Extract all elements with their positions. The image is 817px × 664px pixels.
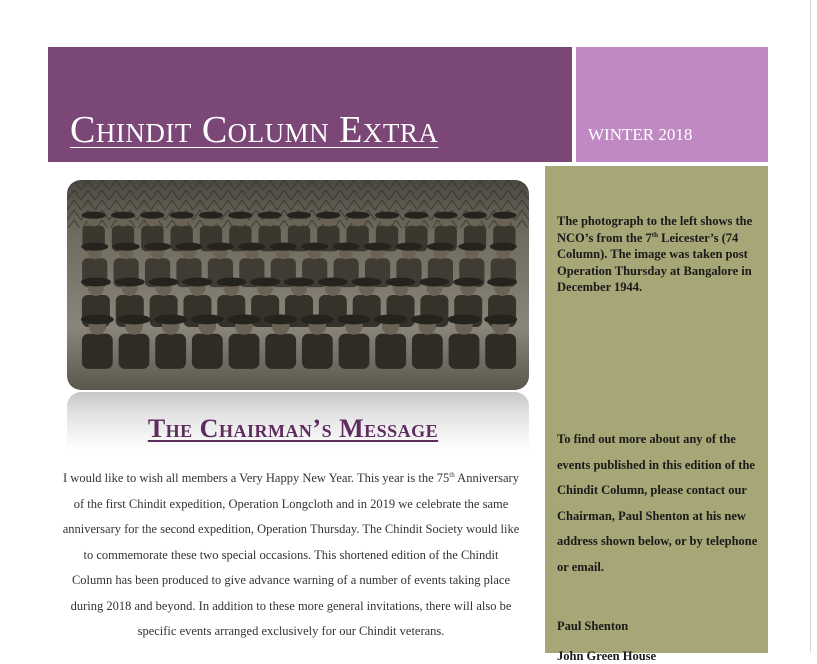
photo-caption: [557, 213, 762, 296]
title-banner: [48, 47, 572, 162]
message-text-rest: Anniversary of the first Chindit expedition, Operation Longcloth and in 2019 we celebrate the same anniversary for the second expedition, Operation Thursday. The Chindit Society would like to commemorate these two special occasions. This shortened edition of the Chindit Column has been produced to give advance warning of a number of events taking place during 2018 and beyond. In addition to these more general invitations, there will also be specific events arranged exclusively for our Chindit veterans.: [62, 471, 520, 638]
issue-date: WINTER 2018: [588, 125, 693, 144]
group-photograph: [67, 180, 529, 390]
caption-text: The photograph to the left shows the NCO’s from the 7: [557, 214, 753, 245]
contact-address-line: John Green House: [557, 649, 657, 663]
message-superscript: th: [449, 470, 455, 479]
issue-banner: [576, 47, 768, 162]
page-edge-rule: [810, 0, 811, 653]
contact-name: Paul Shenton: [557, 619, 629, 633]
caption-superscript: th: [651, 230, 659, 239]
newsletter-title: Chindit Column Extra: [70, 109, 439, 151]
message-text: I would like to wish all members a Very Happy New Year. This year is the 75: [63, 471, 450, 485]
chairman-message-text: [62, 466, 520, 645]
contact-info: To find out more about any of the events published in this edition of the Chindit Column, please contact our Chairman, Paul Shenton at his new address shown below, or by telephone or email.: [557, 432, 758, 574]
section-heading: The Chairman’s Message: [147, 414, 439, 443]
sidebar-panel: [545, 166, 768, 663]
caption-text-rest: Leicester’s (74 Column). The image was taken post Operation Thursday at Bangalore in December 1944.: [557, 230, 752, 294]
group-photograph-icon: [67, 180, 529, 390]
